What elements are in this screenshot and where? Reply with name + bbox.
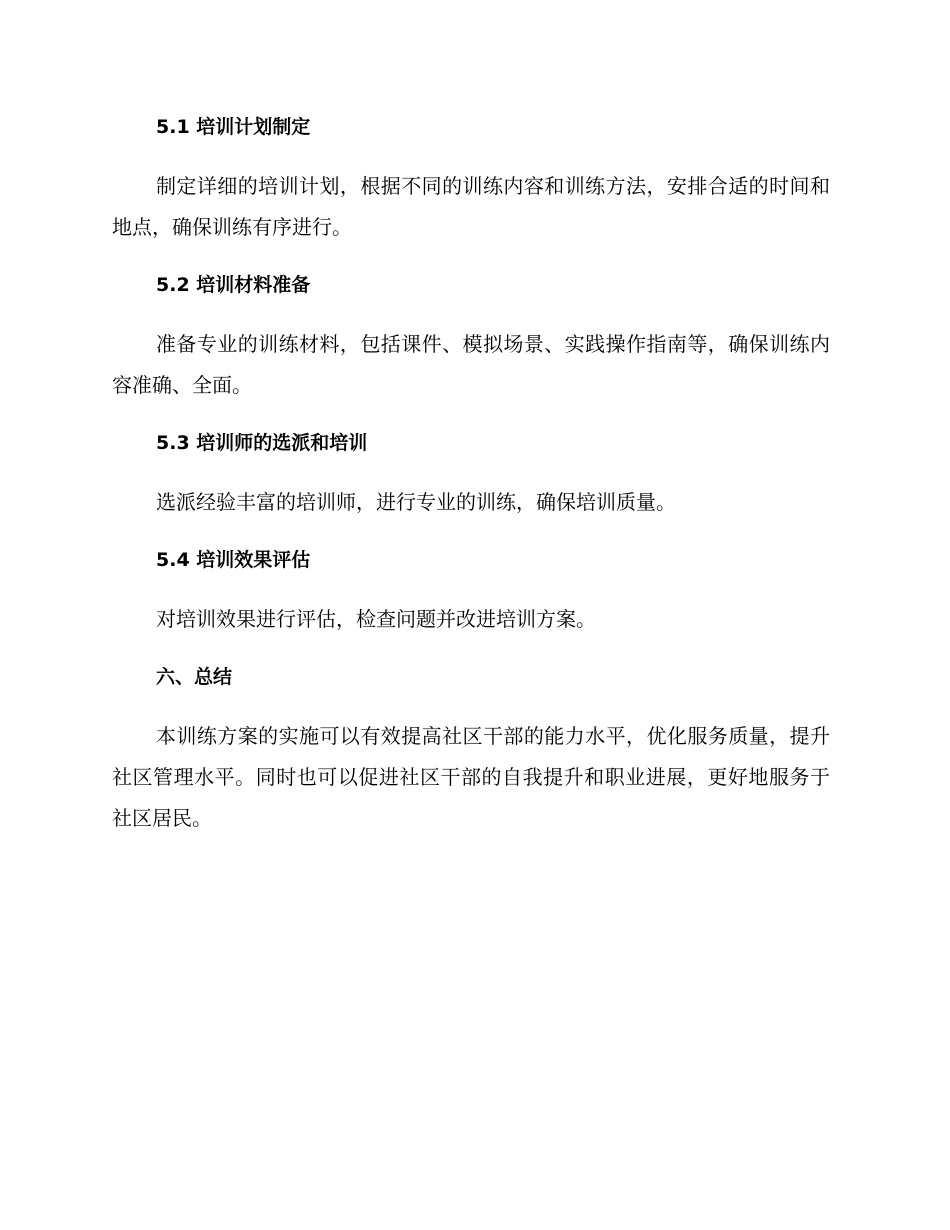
section-heading-summary: 六、总结 bbox=[156, 666, 233, 688]
document-content bbox=[112, 112, 830, 839]
section-body-5-4: 对培训效果进行评估，检查问题并改进培训方案。 bbox=[156, 607, 596, 631]
section-body-5-2: 准备专业的训练材料，包括课件、模拟场景、实践操作指南等，确保训练内容准确、全面。 bbox=[112, 332, 830, 397]
section-body-summary: 本训练方案的实施可以有效提高社区干部的能力水平，优化服务质量，提升社区管理水平。同时也可以促进社区干部的自我提升和职业进展，更好地服务于社区居民。 bbox=[112, 724, 830, 830]
section-heading-5-2: 5.2 培训材料准备 bbox=[156, 274, 311, 296]
section-body-5-3: 选派经验丰富的培训师，进行专业的训练，确保培训质量。 bbox=[156, 490, 676, 514]
section-body-5-1: 制定详细的培训计划，根据不同的训练内容和训练方法，安排合适的时间和地点，确保训练有序进行。 bbox=[112, 174, 830, 239]
section-heading-5-1: 5.1 培训计划制定 bbox=[156, 116, 311, 138]
section-heading-5-3: 5.3 培训师的选派和培训 bbox=[156, 432, 368, 454]
section-heading-5-4: 5.4 培训效果评估 bbox=[156, 549, 311, 571]
